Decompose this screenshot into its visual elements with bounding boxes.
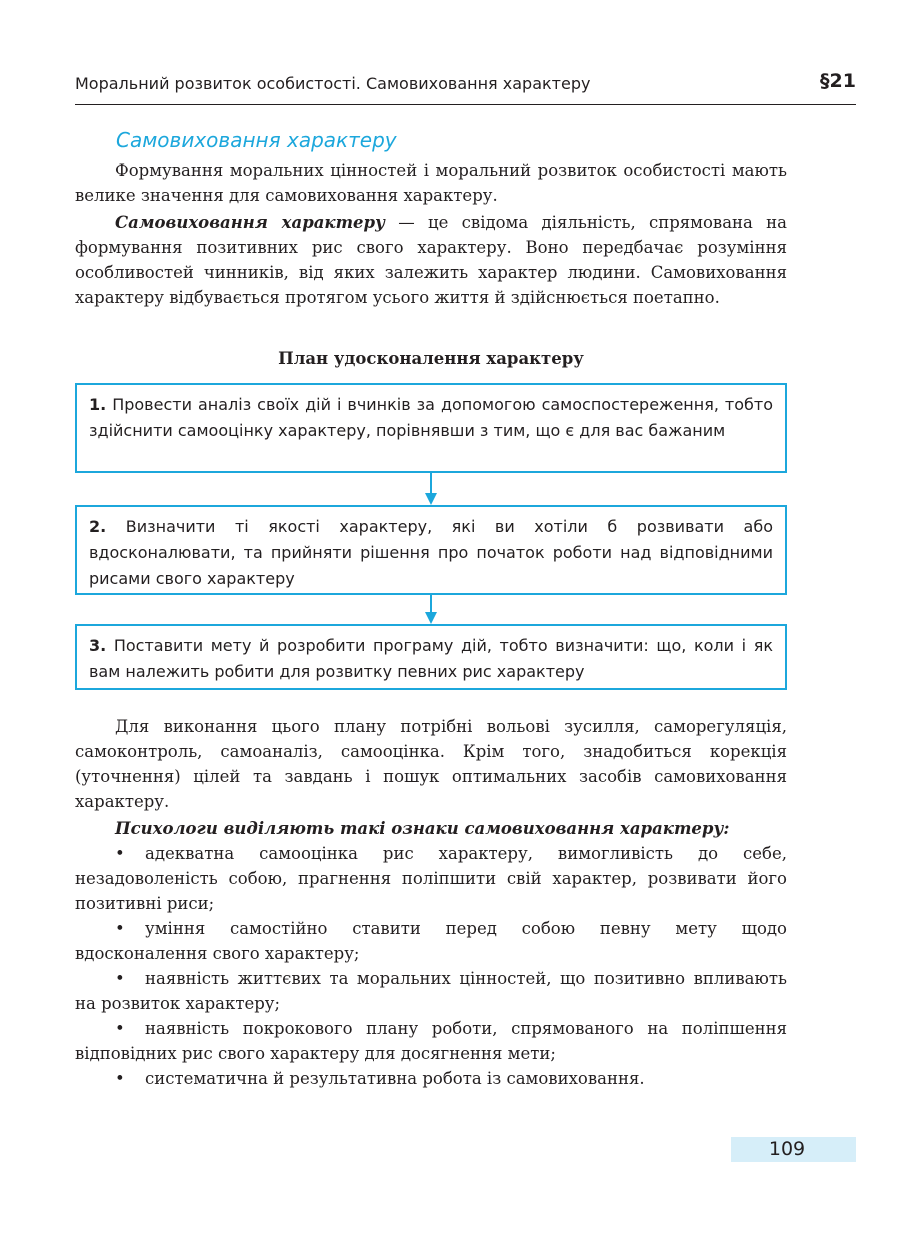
plan-title: План удосконалення характеру: [278, 349, 584, 368]
list-item: [75, 966, 787, 1016]
list-item-text: наявність життєвих та моральних цінностей, що позитивно впливають на розвиток характеру;: [75, 969, 787, 1013]
running-header-title: Моральний розвиток особистості. Самовиховання характеру: [75, 74, 591, 93]
list-item: [75, 916, 787, 966]
list-item-text: адекватна самооцінка рис характеру, вимогливість до себе, незадоволеність собою, прагнення поліпшити свій характер, розвивати його позитивні риси;: [75, 844, 787, 913]
plan-step-3-number: 3.: [89, 636, 107, 655]
list-item: [75, 1016, 787, 1066]
paragraph-intro: Формування моральних цінностей і моральний розвиток особистості мають велике значення для самовиховання характеру.: [75, 161, 787, 205]
list-item-text: наявність покрокового плану роботи, спрямованого на поліпшення відповідних рис свого характеру для досягнення мети;: [75, 1019, 787, 1063]
plan-step-2: [75, 505, 787, 595]
plan-step-2-number: 2.: [89, 517, 107, 536]
plan-step-1-number: 1.: [89, 395, 107, 414]
definition-term: Самовиховання характеру: [115, 213, 385, 232]
bullet-icon: •: [115, 844, 125, 863]
bullet-icon: •: [115, 1069, 125, 1088]
bullet-icon: •: [115, 919, 125, 938]
plan-step-1: [75, 383, 787, 473]
bullet-icon: •: [115, 969, 125, 988]
plan-step-2-text: Визначити ті якості характеру, які ви хотіли б розвивати або вдосконалювати, та прийняти рішення про початок роботи над відповідними рисами свого характеру: [89, 517, 773, 588]
list-item: [75, 1066, 787, 1091]
list-item: [75, 841, 787, 916]
definition-text: — це свідома діяльність, спрямована на формування позитивних рис свого характеру. Воно передбачає розуміння особливостей чинників, від яких залежить характер людини. Самовиховання характеру відбувається протягом усього життя й здійснюється поетапно.: [75, 213, 788, 307]
signs-list: [75, 841, 787, 1091]
arrow-down-icon: [424, 473, 438, 505]
plan-step-1-text: Провести аналіз своїх дій і вчинків за допомогою самоспостереження, тобто здійснити самооцінку характеру, порівнявши з тим, що є для вас бажаним: [89, 395, 773, 440]
page-number: 109: [768, 1138, 806, 1160]
plan-step-3: [75, 624, 787, 690]
paragraph-list-intro: Психологи виділяють такі ознаки самовиховання характеру:: [115, 819, 730, 838]
plan-step-3-text: Поставити мету й розробити програму дій, тобто визначити: що, коли і як вам належить робити для розвитку певних рис характеру: [89, 636, 773, 681]
section-number: §21: [820, 70, 856, 92]
section-heading: Самовиховання характеру: [116, 128, 397, 152]
bullet-icon: •: [115, 1019, 125, 1038]
list-item-text: уміння самостійно ставити перед собою певну мету щодо вдосконалення свого характеру;: [75, 919, 787, 963]
page-number-badge: [731, 1137, 856, 1162]
paragraph-definition: [75, 210, 787, 310]
paragraph-requirements: Для виконання цього плану потрібні вольові зусилля, саморегуляція, самоконтроль, самоаналіз, самооцінка. Крім того, знадобиться корекція (уточнення) цілей та завдань і пошук оптимальних засобів самовиховання характеру.: [75, 717, 787, 811]
arrow-down-icon: [424, 595, 438, 624]
running-header: [75, 70, 856, 105]
list-item-text: систематична й результативна робота із самовиховання.: [145, 1069, 645, 1088]
